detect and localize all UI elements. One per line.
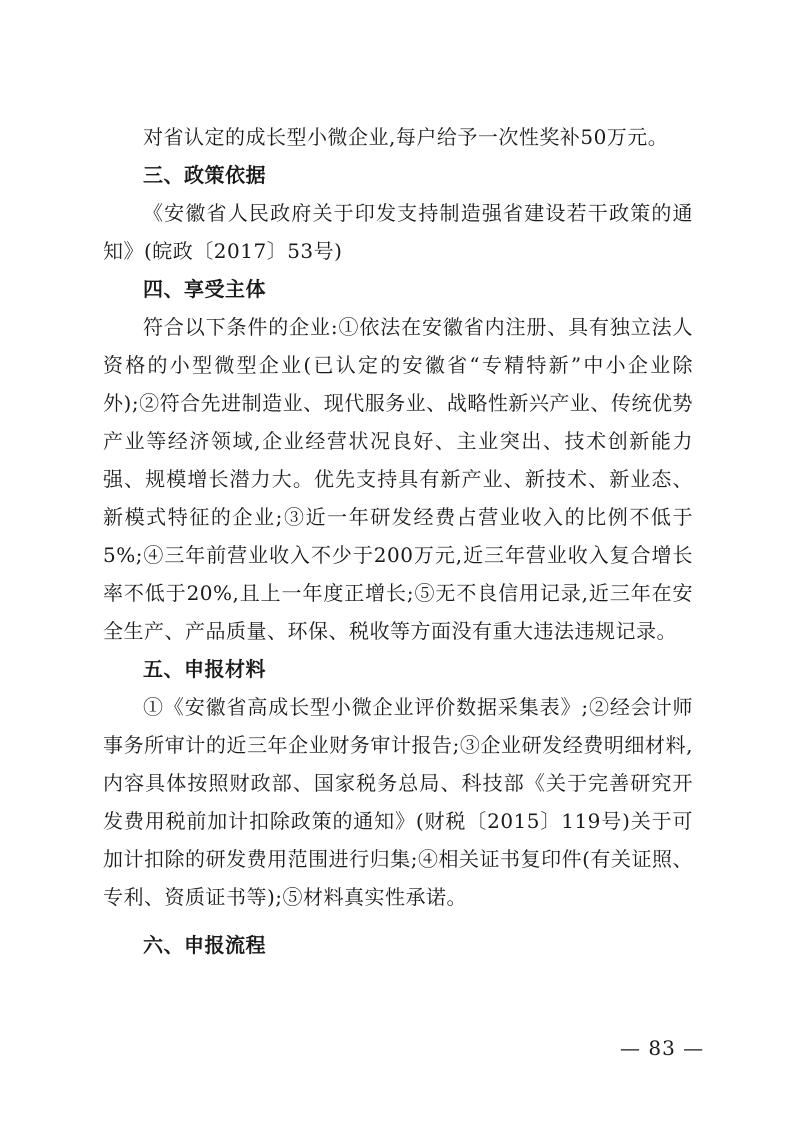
document-body bbox=[103, 118, 693, 964]
heading-policy-basis: 三、政策依据 bbox=[143, 163, 266, 187]
paragraph-application-materials: ①《安徽省高成长型小微企业评价数据采集表》;②经会计师事务所审计的近三年企业财务审计报告;③企业研发经费明细材料,内容具体按照财政部、国家税务总局、科技部《关于完善研究开发费用税前加计扣除政策的通知》(财税〔2015〕119号)关于可加计扣除的研发费用范围进行归集;④相关证书复印件(有关证照、专利、资质证书等);⑤材料真实性承诺。 bbox=[103, 695, 693, 909]
heading-application-materials: 五、申报材料 bbox=[143, 657, 266, 681]
heading-application-process: 六、申报流程 bbox=[143, 933, 266, 957]
paragraph-award-amount: 对省认定的成长型小微企业,每户给予一次性奖补50万元。 bbox=[143, 125, 669, 149]
heading-eligible-subjects: 四、享受主体 bbox=[143, 277, 266, 301]
paragraph-eligibility-criteria: 符合以下条件的企业:①依法在安徽省内注册、具有独立法人资格的小型微型企业(已认定的安徽省“专精特新”中小企业除外);②符合先进制造业、现代服务业、战略性新兴产业、传统优势产业等经济领域,企业经营状况良好、主业突出、技术创新能力强、规模增长潜力大。优先支持具有新产业、新技术、新业态、新模式特征的企业;③近一年研发经费占营业收入的比例不低于5%;④三年前营业收入不少于200万元,近三年营业收入复合增长率不低于20%,且上一年度正增长;⑤无不良信用记录,近三年在安全生产、产品质量、环保、税收等方面没有重大违法违规记录。 bbox=[103, 315, 693, 643]
page-number: — 83 — bbox=[620, 1036, 705, 1060]
paragraph-policy-basis: 《安徽省人民政府关于印发支持制造强省建设若干政策的通知》(皖政〔2017〕53号) bbox=[103, 201, 693, 263]
